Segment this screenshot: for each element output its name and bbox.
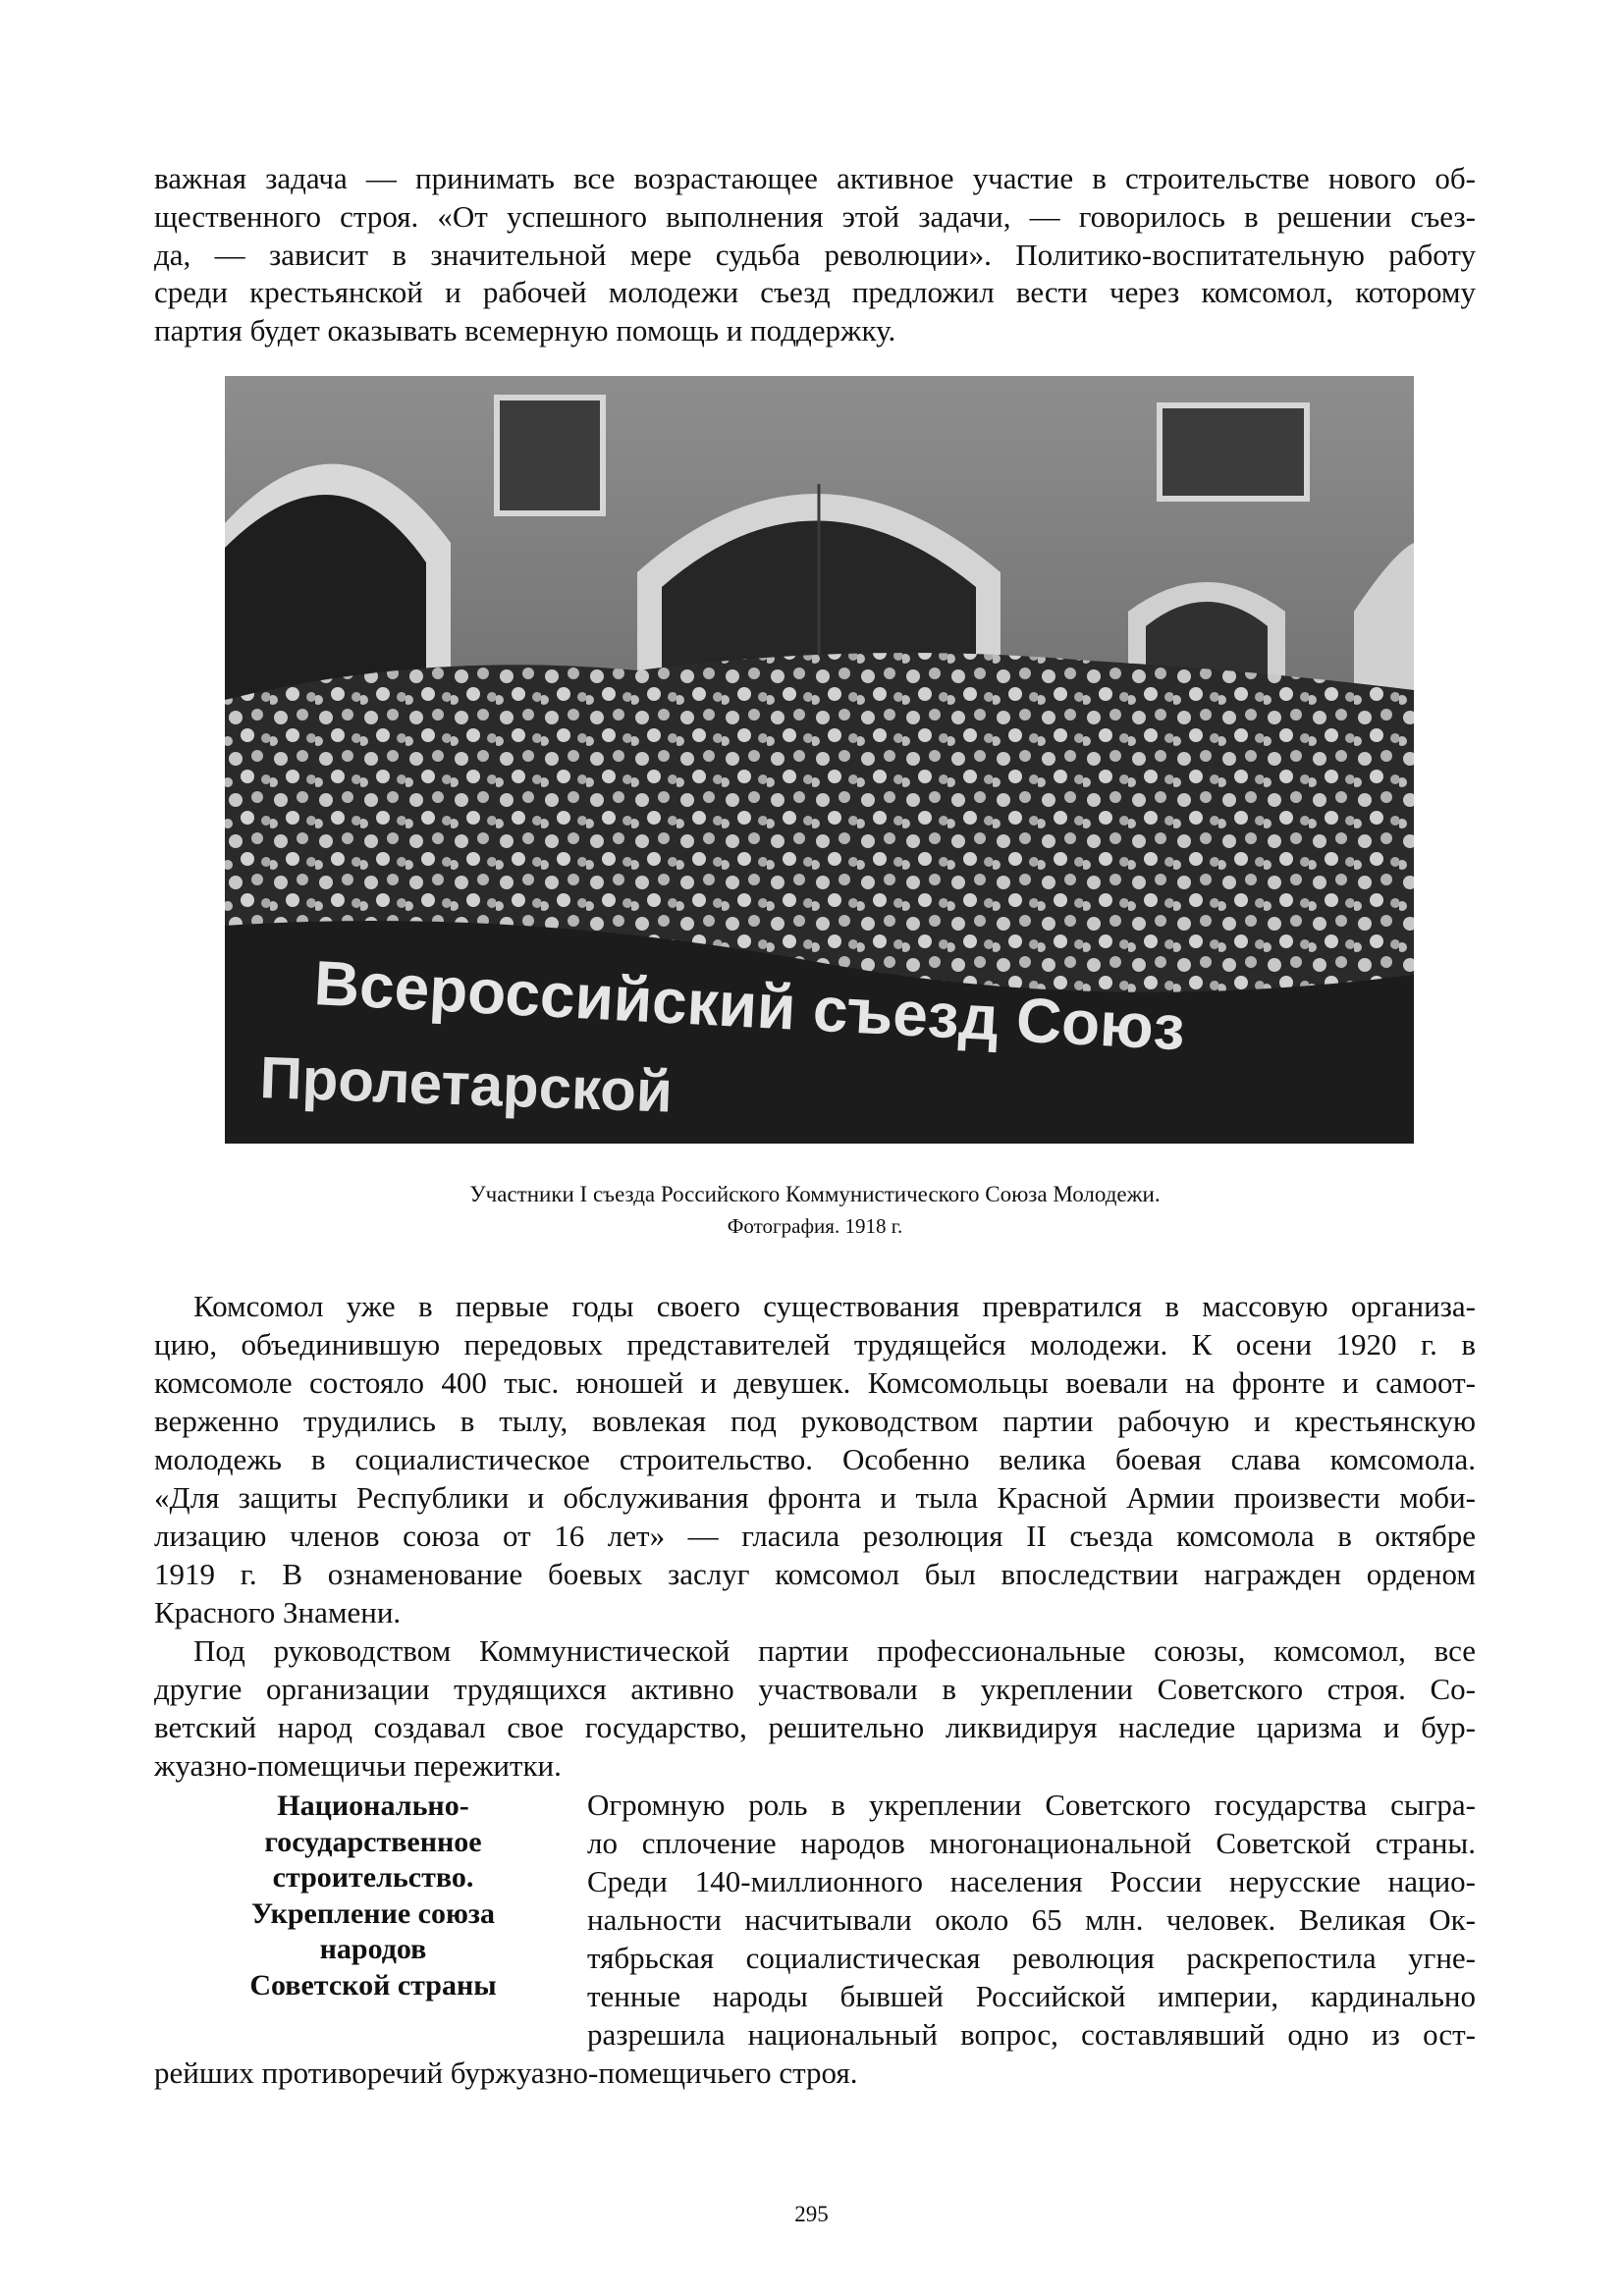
text-line: 1919 г. В ознаменование боевых заслуг комсомол был впоследствии награжден орденом [154, 1557, 1476, 1591]
heading-line: Укрепление союза [251, 1896, 495, 1930]
text-line: тябрьская социалистическая революция раскрепостила угне- [587, 1941, 1476, 1975]
sidebar-heading [196, 1789, 550, 2003]
text-line: лизацию членов союза от 16 лет» — гласила резолюция II съезда комсомола в октябре [154, 1519, 1476, 1553]
text-line: Под руководством Коммунистической партии профессиональные союзы, комсомол, все [193, 1633, 1476, 1668]
text-line: жуазно-помещичьи пережитки. [154, 1748, 562, 1783]
text-line: Красного Знамени. [154, 1595, 402, 1629]
photo-caption-line2: Фотография. 1918 г. [727, 1214, 903, 1238]
text-line: щественного строя. «От успешного выполнения этой задачи, — говорилось в решении съез- [154, 199, 1476, 234]
text-line: Среди 140-миллионного населения России нерусские нацио- [587, 1864, 1476, 1898]
text-line: ветский народ создавал свое государство, решительно ликвидируя наследие царизма и бур- [154, 1710, 1476, 1744]
text-line: Огромную роль в укреплении Советского государства сыгра- [587, 1788, 1476, 1822]
heading-line: Национально- [277, 1789, 469, 1822]
text-line: рейших противоречий буржуазно-помещичьего строя. [154, 2056, 858, 2090]
heading-line: строительство. [272, 1861, 474, 1894]
photograph-illustration [225, 376, 1414, 1144]
text-line: среди крестьянской и рабочей молодежи съезд предложил вести через комсомол, которому [154, 275, 1476, 309]
heading-line: государственное [264, 1825, 482, 1858]
text-line: Комсомол уже в первые годы своего существования превратился в массовую организа- [193, 1289, 1476, 1323]
text-line: разрешила национальный вопрос, составлявший одно из ост- [587, 2017, 1476, 2052]
text-line: тенные народы бывшей Российской империи, кардинально [587, 1979, 1476, 2013]
historical-photograph [225, 376, 1414, 1144]
heading-line: народов [319, 1933, 427, 1965]
text-line: другие организации трудящихся активно участвовали в укреплении Советского строя. Со- [154, 1672, 1476, 1706]
text-line: нальности насчитывали около 65 млн. человек. Великая Ок- [587, 1902, 1476, 1937]
text-line: «Для защиты Республики и обслуживания фронта и тыла Красной Армии произвести моби- [154, 1480, 1476, 1515]
text-line: важная задача — принимать все возрастающее активное участие в строительстве нового об- [154, 161, 1476, 195]
photo-caption-line1: Участники I съезда Российского Коммунистического Союза Молодежи. [469, 1182, 1161, 1206]
text-line: цию, объединившую передовых представителей трудящейся молодежи. К осени 1920 г. в [154, 1327, 1476, 1362]
page-number: 295 [794, 2202, 829, 2226]
text-line: верженно трудились в тылу, вовлекая под руководством партии рабочую и крестьянскую [154, 1404, 1476, 1438]
text-line: партия будет оказывать всемерную помощь и поддержку. [154, 313, 896, 347]
text-line: комсомоле состояло 400 тыс. юношей и девушек. Комсомольцы воевали на фронте и самоот- [154, 1365, 1476, 1400]
text-line: молодежь в социалистическое строительство. Особенно велика боевая слава комсомола. [154, 1442, 1476, 1476]
text-line: ло сплочение народов многонациональной Советской страны. [587, 1826, 1476, 1860]
banner-text-line2: Пролетарской [258, 1044, 675, 1125]
banner-text-line1: Всероссийский съезд Союз [312, 947, 1187, 1064]
text-line: да, — зависит в значительной мере судьба революции». Политико-воспитательную работу [154, 238, 1476, 272]
heading-line: Советской страны [249, 1968, 497, 2002]
